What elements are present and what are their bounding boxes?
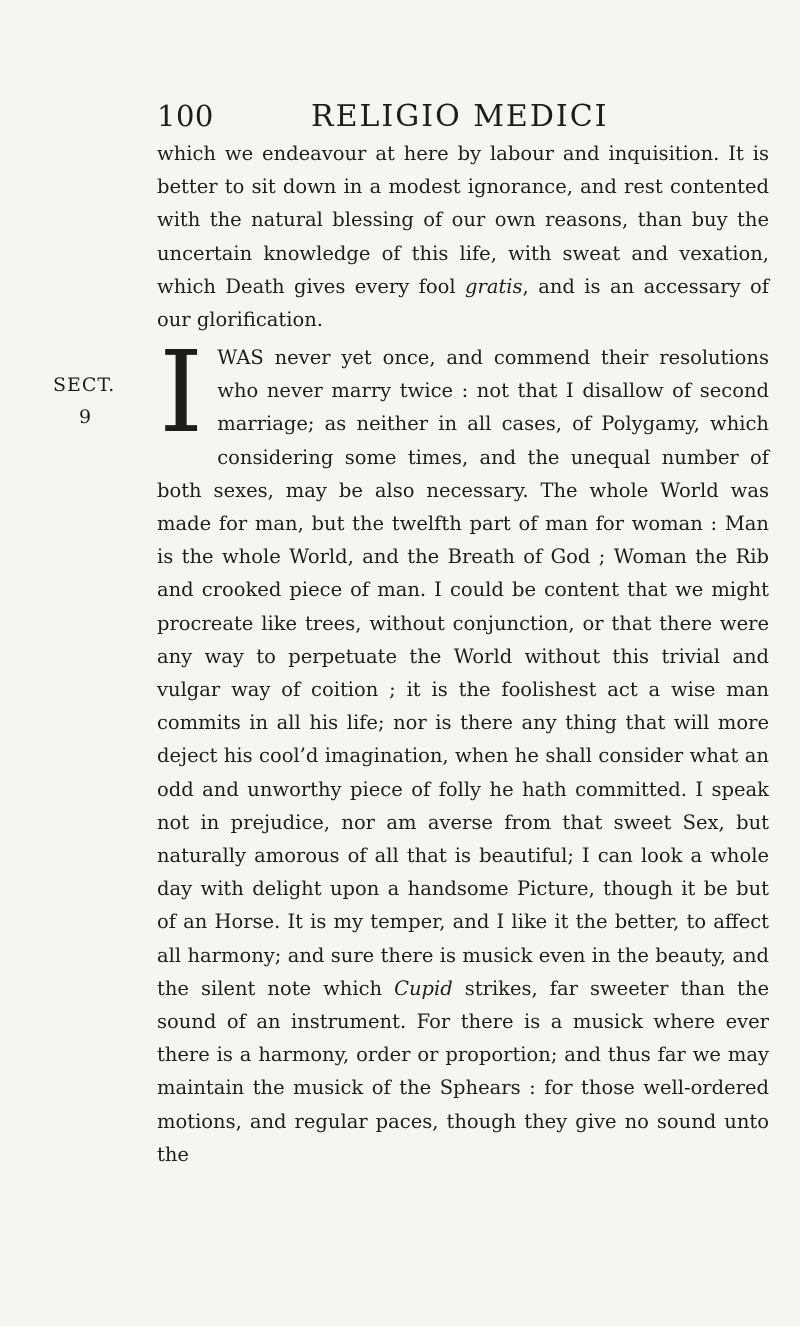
intro-text-part2: , and is an accessary of our glorification. <box>157 274 769 332</box>
page-number: 100 <box>157 99 214 133</box>
section-text-part2: strikes, far sweeter than the sound of an instrument. For there is a musick where ever there is a harmony, order or proportion; and thus far we may maintain the musick of the Sphears : for those well-ordered motions, and regular paces, though they give no sound unto the <box>157 976 769 1166</box>
drop-cap-initial: I <box>159 328 204 458</box>
section-9-paragraph <box>157 328 769 1171</box>
intro-text-part1: which we endeavour at here by labour and inquisition. It is better to sit down in a modest ignorance, and rest contented with the natural blessing of our own reasons, than buy the uncertain knowledge of this life, with sweat and vexation, which Death gives every fool <box>157 142 769 298</box>
section-text-part1: WAS never yet once, and commend their resolutions who never marry twice : not that I disallow of second marriage; as neither in all cases, of Polygamy, which considering some times, and the unequal number of both sexes, may be also necessary. The whole World was made for man, but the twelfth part of man for woman : Man is the whole World, and the Breath of God ; Woman the Rib and crooked piece of man. I could be content that we might procreate like trees, without conjunction, or that there were any way to perpetuate the World without this trivial and vulgar way of coition ; it is the foolishest act a wise man commits in all his life; nor is there any thing that will more deject his cool’d imagination, when he shall consider what an odd and unworthy piece of folly he hath committed. I speak not in prejudice, nor am averse from that sweet Sex, but naturally amorous of all that is beautiful; I can look a whole day with delight upon a handsome Picture, though it be but of an Horse. It is my temper, and I like it the better, to affect all harmony; and sure there is musick even in the beauty, and the silent note which <box>157 346 769 1000</box>
margin-section-number: 9 <box>79 406 92 428</box>
italic-term-cupid: Cupid <box>394 976 453 1000</box>
section-text <box>157 328 769 1171</box>
italic-term-gratis: gratis <box>465 274 523 298</box>
running-title: RELIGIO MEDICI <box>311 99 609 134</box>
margin-section-label: SECT. <box>53 374 116 396</box>
intro-paragraph <box>157 137 769 336</box>
